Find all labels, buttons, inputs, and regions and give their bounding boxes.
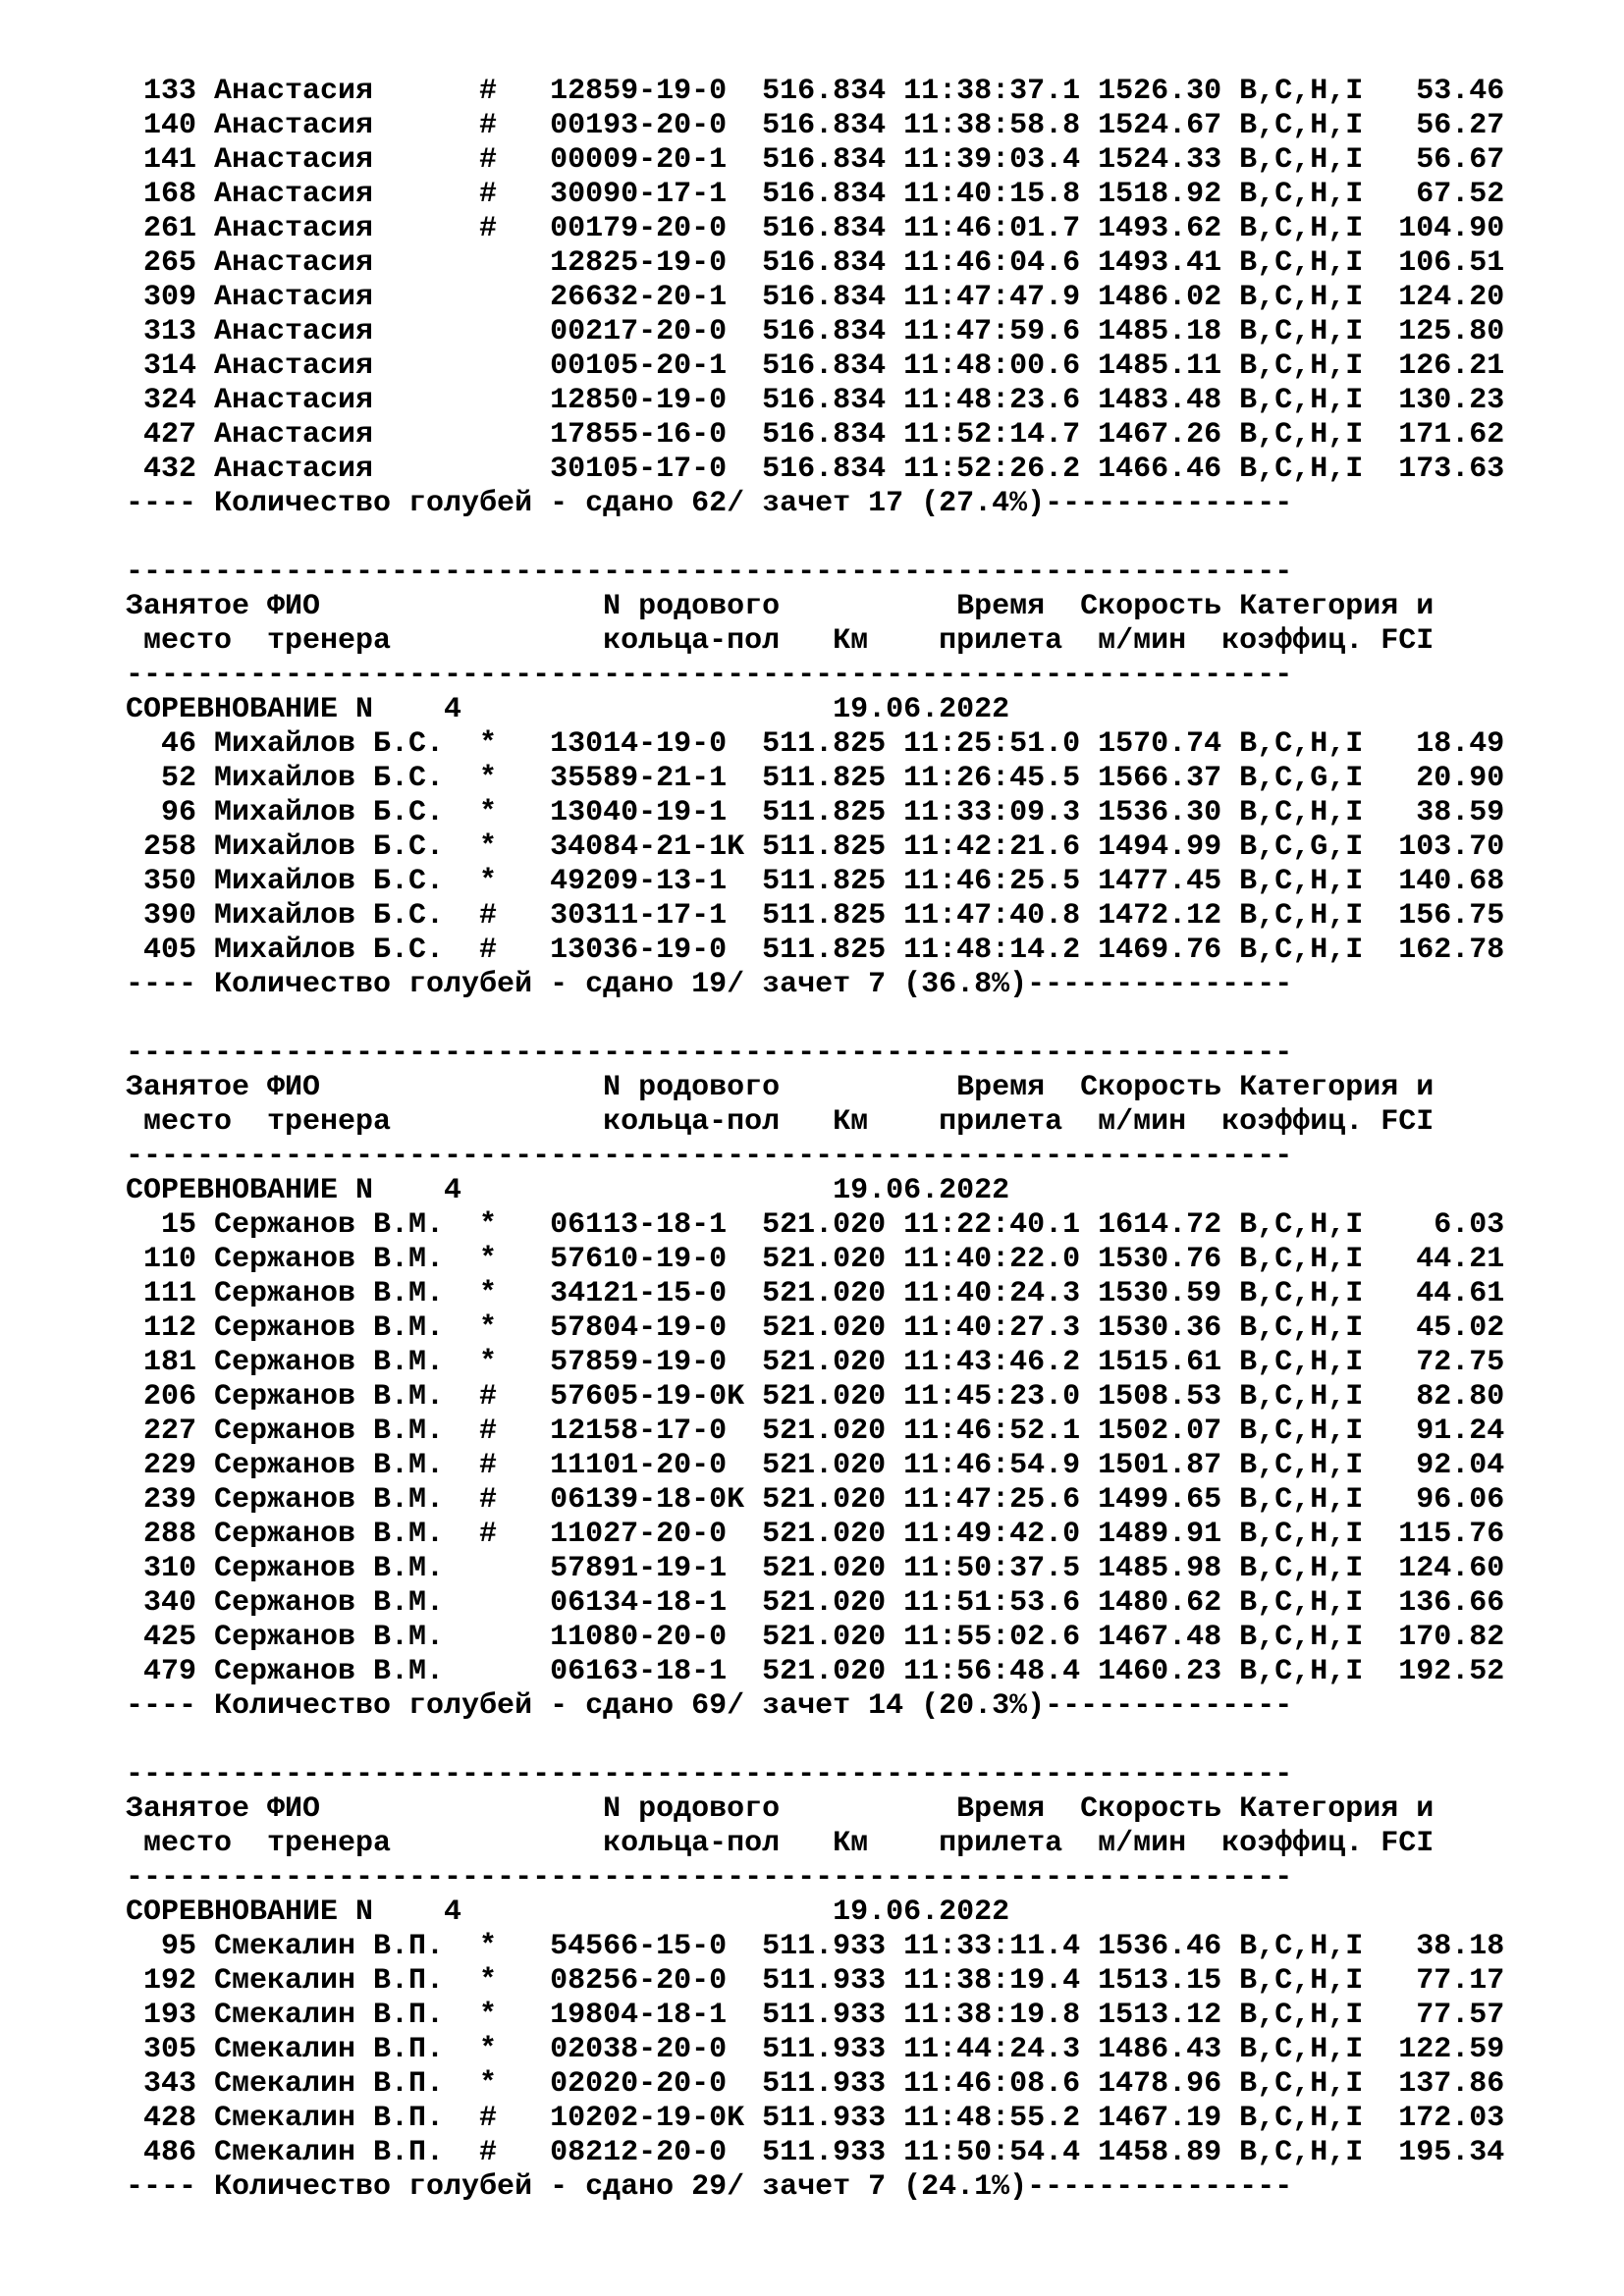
result-row: 141 Анастасия # 00009-20-1 516.834 11:39:03.4 1524.33 B,C,H,I 56.67 xyxy=(126,143,1505,177)
table-header-line-2: место тренера кольца-пол Км прилета м/мин коэффиц. FCI xyxy=(126,624,1435,658)
result-row: 206 Сержанов В.М. # 57605-19-0K 521.020 11:45:23.0 1508.53 B,C,H,I 82.80 xyxy=(126,1380,1505,1414)
result-row: 343 Смекалин В.П. * 02020-20-0 511.933 11:46:08.6 1478.96 B,C,H,I 137.86 xyxy=(126,2067,1505,2101)
result-row: 486 Смекалин В.П. # 08212-20-0 511.933 11:50:54.4 1458.89 B,C,H,I 195.34 xyxy=(126,2136,1505,2169)
result-row: 96 Михайлов Б.С. * 13040-19-1 511.825 11:33:09.3 1536.30 B,C,H,I 38.59 xyxy=(126,796,1505,829)
competition-title: СОРЕВНОВАНИЕ N 4 19.06.2022 xyxy=(126,1174,1010,1207)
result-row: 428 Смекалин В.П. # 10202-19-0K 511.933 11:48:55.2 1467.19 B,C,H,I 172.03 xyxy=(126,2102,1505,2135)
result-row: 309 Анастасия 26632-20-1 516.834 11:47:47.9 1486.02 B,C,H,I 124.20 xyxy=(126,281,1505,314)
section-summary: ---- Количество голубей - сдано 62/ зачет 17 (27.4%)-------------- xyxy=(126,487,1293,520)
competition-title: СОРЕВНОВАНИЕ N 4 19.06.2022 xyxy=(126,693,1010,726)
result-row: 425 Сержанов В.М. 11080-20-0 521.020 11:55:02.6 1467.48 B,C,H,I 170.82 xyxy=(126,1621,1505,1654)
result-row: 192 Смекалин В.П. * 08256-20-0 511.933 11:38:19.4 1513.15 B,C,H,I 77.17 xyxy=(126,1964,1505,1998)
result-row: 288 Сержанов В.М. # 11027-20-0 521.020 11:49:42.0 1489.91 B,C,H,I 115.76 xyxy=(126,1518,1505,1551)
result-row: 110 Сержанов В.М. * 57610-19-0 521.020 11:40:22.0 1530.76 B,C,H,I 44.21 xyxy=(126,1243,1505,1276)
blank-line xyxy=(126,1724,1504,1758)
result-row: 265 Анастасия 12825-19-0 516.834 11:46:04.6 1493.41 B,C,H,I 106.51 xyxy=(126,246,1505,280)
result-row: 112 Сержанов В.М. * 57804-19-0 521.020 11:40:27.3 1530.36 B,C,H,I 45.02 xyxy=(126,1311,1505,1345)
result-row: 46 Михайлов Б.С. * 13014-19-0 511.825 11:25:51.0 1570.74 B,C,H,I 18.49 xyxy=(126,727,1505,761)
separator-line: ------------------------------------------------------------------ xyxy=(126,1037,1293,1070)
result-row: 305 Смекалин В.П. * 02038-20-0 511.933 11:44:24.3 1486.43 B,C,H,I 122.59 xyxy=(126,2033,1505,2066)
race-results-report xyxy=(126,75,1504,2205)
result-row: 427 Анастасия 17855-16-0 516.834 11:52:14.7 1467.26 B,C,H,I 171.62 xyxy=(126,418,1505,452)
result-row: 350 Михайлов Б.С. * 49209-13-1 511.825 11:46:25.5 1477.45 B,C,H,I 140.68 xyxy=(126,865,1505,898)
result-row: 405 Михайлов Б.С. # 13036-19-0 511.825 11:48:14.2 1469.76 B,C,H,I 162.78 xyxy=(126,934,1505,967)
table-header-line-1: Занятое ФИО N родового Время Скорость Категория и xyxy=(126,590,1435,623)
result-row: 239 Сержанов В.М. # 06139-18-0K 521.020 11:47:25.6 1499.65 B,C,H,I 96.06 xyxy=(126,1483,1505,1517)
result-row: 261 Анастасия # 00179-20-0 516.834 11:46:01.7 1493.62 B,C,H,I 104.90 xyxy=(126,212,1505,245)
blank-line xyxy=(126,1002,1504,1037)
result-row: 324 Анастасия 12850-19-0 516.834 11:48:23.6 1483.48 B,C,H,I 130.23 xyxy=(126,384,1505,417)
blank-line xyxy=(126,521,1504,556)
result-row: 181 Сержанов В.М. * 57859-19-0 521.020 11:43:46.2 1515.61 B,C,H,I 72.75 xyxy=(126,1346,1505,1379)
result-row: 52 Михайлов Б.С. * 35589-21-1 511.825 11:26:45.5 1566.37 B,C,G,I 20.90 xyxy=(126,762,1505,795)
section-summary: ---- Количество голубей - сдано 29/ зачет 7 (24.1%)--------------- xyxy=(126,2170,1293,2204)
result-row: 390 Михайлов Б.С. # 30311-17-1 511.825 11:47:40.8 1472.12 B,C,H,I 156.75 xyxy=(126,899,1505,933)
table-header-line-1: Занятое ФИО N родового Время Скорость Категория и xyxy=(126,1071,1435,1104)
result-row: 258 Михайлов Б.С. * 34084-21-1K 511.825 11:42:21.6 1494.99 B,C,G,I 103.70 xyxy=(126,830,1505,864)
separator-line: ------------------------------------------------------------------ xyxy=(126,556,1293,589)
section-summary: ---- Количество голубей - сдано 19/ зачет 7 (36.8%)--------------- xyxy=(126,968,1293,1001)
result-row: 479 Сержанов В.М. 06163-18-1 521.020 11:56:48.4 1460.23 B,C,H,I 192.52 xyxy=(126,1655,1505,1688)
separator-line: ------------------------------------------------------------------ xyxy=(126,1758,1293,1791)
result-row: 310 Сержанов В.М. 57891-19-1 521.020 11:50:37.5 1485.98 B,C,H,I 124.60 xyxy=(126,1552,1505,1585)
separator-line: ------------------------------------------------------------------ xyxy=(126,1140,1293,1173)
result-row: 314 Анастасия 00105-20-1 516.834 11:48:00.6 1485.11 B,C,H,I 126.21 xyxy=(126,349,1505,383)
result-row: 95 Смекалин В.П. * 54566-15-0 511.933 11:33:11.4 1536.46 B,C,H,I 38.18 xyxy=(126,1930,1505,1963)
separator-line: ------------------------------------------------------------------ xyxy=(126,1861,1293,1895)
result-row: 15 Сержанов В.М. * 06113-18-1 521.020 11:22:40.1 1614.72 B,C,H,I 6.03 xyxy=(126,1208,1505,1242)
result-row: 140 Анастасия # 00193-20-0 516.834 11:38:58.8 1524.67 B,C,H,I 56.27 xyxy=(126,109,1505,142)
result-row: 168 Анастасия # 30090-17-1 516.834 11:40:15.8 1518.92 B,C,H,I 67.52 xyxy=(126,178,1505,211)
result-row: 229 Сержанов В.М. # 11101-20-0 521.020 11:46:54.9 1501.87 B,C,H,I 92.04 xyxy=(126,1449,1505,1482)
result-row: 340 Сержанов В.М. 06134-18-1 521.020 11:51:53.6 1480.62 B,C,H,I 136.66 xyxy=(126,1586,1505,1620)
table-header-line-1: Занятое ФИО N родового Время Скорость Категория и xyxy=(126,1792,1435,1826)
table-header-line-2: место тренера кольца-пол Км прилета м/мин коэффиц. FCI xyxy=(126,1105,1435,1139)
result-row: 111 Сержанов В.М. * 34121-15-0 521.020 11:40:24.3 1530.59 B,C,H,I 44.61 xyxy=(126,1277,1505,1310)
result-row: 227 Сержанов В.М. # 12158-17-0 521.020 11:46:52.1 1502.07 B,C,H,I 91.24 xyxy=(126,1415,1505,1448)
result-row: 193 Смекалин В.П. * 19804-18-1 511.933 11:38:19.8 1513.12 B,C,H,I 77.57 xyxy=(126,1999,1505,2032)
result-row: 133 Анастасия # 12859-19-0 516.834 11:38:37.1 1526.30 B,C,H,I 53.46 xyxy=(126,75,1505,108)
section-summary: ---- Количество голубей - сдано 69/ зачет 14 (20.3%)-------------- xyxy=(126,1689,1293,1723)
separator-line: ------------------------------------------------------------------ xyxy=(126,659,1293,692)
table-header-line-2: место тренера кольца-пол Км прилета м/мин коэффиц. FCI xyxy=(126,1827,1435,1860)
competition-title: СОРЕВНОВАНИЕ N 4 19.06.2022 xyxy=(126,1896,1010,1929)
result-row: 313 Анастасия 00217-20-0 516.834 11:47:59.6 1485.18 B,C,H,I 125.80 xyxy=(126,315,1505,348)
result-row: 432 Анастасия 30105-17-0 516.834 11:52:26.2 1466.46 B,C,H,I 173.63 xyxy=(126,453,1505,486)
